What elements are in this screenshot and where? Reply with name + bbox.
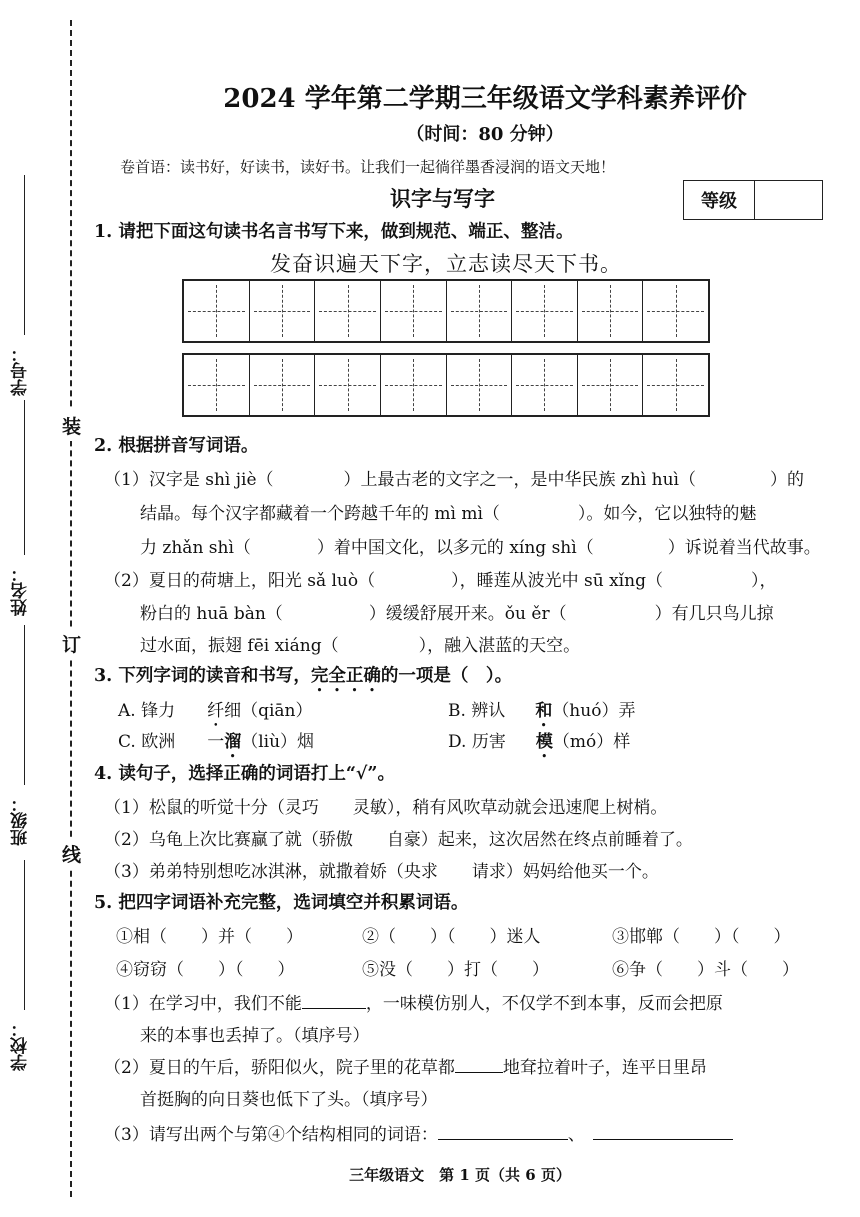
q2-p1-line2: 结晶。每个汉字都藏着一个跨越千年的 mì mì（ ）。如今，它以独特的魅 <box>140 504 757 524</box>
q2-p2-line1: （2）夏日的荷塘上，阳光 sǎ luò（ ），睡莲从波光中 sū xǐng（ ）， <box>104 571 777 591</box>
grid-cell[interactable] <box>184 355 250 415</box>
q4-sentence-3[interactable]: （3）弟弟特别想吃冰淇淋，就撒着娇（央求 请求）妈妈给他买一个。 <box>104 862 659 882</box>
grid-cell[interactable] <box>578 281 644 341</box>
grid-cell[interactable] <box>315 281 381 341</box>
exam-title: 2024 学年第二学期三年级语文学科素养评价 <box>223 84 747 114</box>
q4-sentence-2[interactable]: （2）乌龟上次比赛赢了就（骄傲 自豪）起来，这次居然在终点前睡着了。 <box>104 830 693 850</box>
q3-option-c[interactable]: C. 欧洲 一溜（liù）烟 <box>118 732 315 752</box>
student-id-label: 学号： <box>11 345 31 396</box>
q5-fill-3-blank-1[interactable] <box>438 1139 568 1140</box>
student-id-blank[interactable] <box>24 175 25 335</box>
q5-prompt: 5. 把四字词语补充完整，选词填空并积累词语。 <box>94 893 469 913</box>
exam-time: （时间：80 分钟） <box>406 124 564 145</box>
q5-idiom-2[interactable]: ②（ ）（ ）迷人 <box>362 927 541 947</box>
grid-cell[interactable] <box>447 281 513 341</box>
grid-cell[interactable] <box>643 281 708 341</box>
q4-sentence-1[interactable]: （1）松鼠的听觉十分（灵巧 灵敏），稍有风吹草动就会迅速爬上树梢。 <box>104 798 668 818</box>
school-blank[interactable] <box>24 860 25 1010</box>
grid-cell[interactable] <box>381 281 447 341</box>
grid-cell[interactable] <box>250 281 316 341</box>
grid-cell[interactable] <box>578 355 644 415</box>
grid-cell[interactable] <box>184 281 250 341</box>
exam-motto: 卷首语：读书好，好读书，读好书。让我们一起徜徉墨香浸润的语文天地！ <box>120 158 616 176</box>
q5-idiom-5[interactable]: ⑤没（ ）打（ ） <box>362 960 549 980</box>
grid-cell[interactable] <box>447 355 513 415</box>
page-footer: 三年级语文 第 1 页（共 6 页） <box>349 1166 571 1184</box>
q3-option-b[interactable]: B. 辨认 和（huó）弄 <box>448 701 636 721</box>
q4-prompt: 4. 读句子，选择正确的词语打上“√”。 <box>94 764 395 784</box>
binding-char-xian: 线 <box>62 838 81 869</box>
q3-option-a[interactable]: A. 锋力 纤细（qiān） <box>118 701 313 721</box>
grid-cell[interactable] <box>315 355 381 415</box>
section-title: 识字与写字 <box>390 186 495 211</box>
binding-char-zhuang: 装 <box>62 410 81 441</box>
q2-p1-line1: （1）汉字是 shì jiè（ ）上最古老的文字之一，是中华民族 zhì huì（ ）的 <box>104 470 804 490</box>
name-label: 姓名： <box>11 565 31 616</box>
q5-fill-1-line1: （1）在学习中，我们不能 ，一味模仿别人，不仅学不到本事，反而会把原 <box>104 994 723 1014</box>
q5-idiom-1[interactable]: ①相（ ）并（ ） <box>116 927 303 947</box>
q5-idiom-3[interactable]: ③邯郸（ ）（ ） <box>612 927 791 947</box>
q2-p2-line2: 粉白的 huā bàn（ ）缓缓舒展开来。ǒu ěr（ ）有几只鸟儿掠 <box>140 604 774 624</box>
grid-cell[interactable] <box>512 281 578 341</box>
q2-p1-line3: 力 zhǎn shì（ ）着中国文化，以多元的 xíng shì（ ）诉说着当代故事。 <box>140 538 821 558</box>
class-label: 班级： <box>11 795 31 846</box>
q5-fill-2-line1: （2）夏日的午后，骄阳似火，院子里的花草都 地耷拉着叶子，连平日里昂 <box>104 1058 707 1078</box>
writing-grid-row-2[interactable] <box>182 353 710 417</box>
grade-box <box>683 180 823 220</box>
school-label: 学校： <box>11 1020 31 1071</box>
grid-cell[interactable] <box>381 355 447 415</box>
q5-idiom-4[interactable]: ④窃窃（ ）（ ） <box>116 960 295 980</box>
grade-label: 等级 <box>684 181 755 219</box>
grid-cell[interactable] <box>250 355 316 415</box>
q5-fill-3-blank-2[interactable] <box>593 1139 733 1140</box>
q5-fill-2-line2: 首挺胸的向日葵也低下了头。（填序号） <box>140 1090 438 1110</box>
grade-field[interactable] <box>755 181 822 219</box>
class-blank[interactable] <box>24 625 25 785</box>
grid-cell[interactable] <box>643 355 708 415</box>
grid-cell[interactable] <box>512 355 578 415</box>
q2-prompt: 2. 根据拼音写词语。 <box>94 436 259 456</box>
q3-option-d[interactable]: D. 历害 模（mó）样 <box>448 732 631 752</box>
q5-fill-2-blank[interactable] <box>455 1072 503 1073</box>
name-blank[interactable] <box>24 400 25 555</box>
q2-p2-line3: 过水面，振翅 fēi xiáng（ ），融入湛蓝的天空。 <box>140 636 581 656</box>
q5-idiom-6[interactable]: ⑥争（ ）斗（ ） <box>612 960 799 980</box>
binding-dashed-line <box>70 20 72 1197</box>
writing-grid-row-1[interactable] <box>182 279 710 343</box>
q1-quote: 发奋识遍天下字，立志读尽天下书。 <box>270 252 622 276</box>
q1-prompt: 1. 请把下面这句读书名言书写下来，做到规范、端正、整洁。 <box>94 222 574 242</box>
q3-prompt: 3. 下列字词的读音和书写，完全正确的一项是（ ）。 <box>94 666 513 686</box>
q5-fill-1-blank[interactable] <box>302 1008 366 1009</box>
q5-fill-3-line: （3）请写出两个与第④个结构相同的词语： 、 <box>104 1120 733 1145</box>
binding-char-ding: 订 <box>62 628 81 659</box>
q5-fill-1-line2: 来的本事也丢掉了。（填序号） <box>140 1026 370 1046</box>
